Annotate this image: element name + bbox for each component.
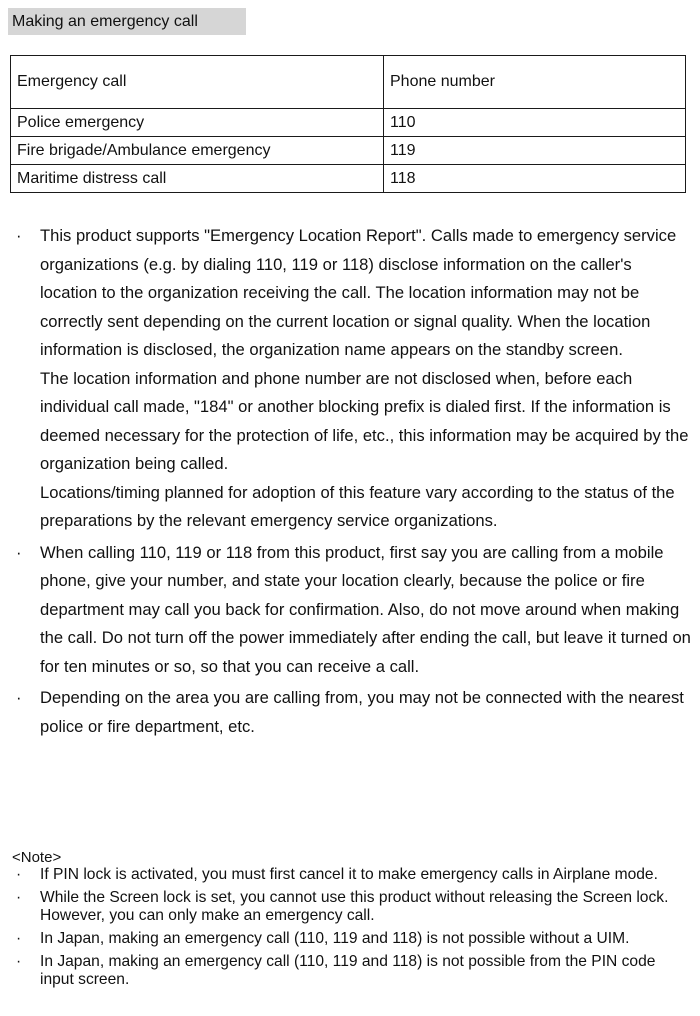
- emergency-call-name: Maritime distress call: [11, 165, 384, 193]
- bullet-dot-icon: ·: [16, 226, 22, 245]
- list-item: [8, 930, 692, 948]
- note-text: While the Screen lock is set, you cannot use this product without releasing the Screen lock. However, you can only make an emergency call.: [40, 889, 669, 924]
- bullet-paragraph: This product supports "Emergency Location Report". Calls made to emergency service organizations (e.g. by dialing 110, 119 or 118) disclose information on the caller's location to the organization receiving the call. The location information may not be correctly sent depending on the current location or signal quality. When the location information is disclosed, the organization name appears on the standby screen.: [40, 226, 677, 359]
- section-title: Making an emergency call: [8, 8, 246, 35]
- bullet-dot-icon: ·: [16, 866, 22, 883]
- list-item: [8, 539, 692, 682]
- list-item: [8, 222, 692, 536]
- note-list: [8, 866, 692, 994]
- bullet-paragraph: When calling 110, 119 or 118 from this product, first say you are calling from a mobile phone, give your number, and state your location clearly, because the police or fire department may call you back for confirmation. Also, do not move around when making the call. Do not turn off the power immediately after ending the call, but leave it turned on for ten minutes or so, so that you can receive a call.: [40, 542, 691, 676]
- emergency-number-table: [10, 55, 686, 193]
- note-text: If PIN lock is activated, you must first cancel it to make emergency calls in Airplane mode.: [40, 866, 658, 883]
- note-label: <Note>: [12, 849, 62, 866]
- bullet-dot-icon: ·: [16, 889, 22, 906]
- emergency-call-number: 118: [384, 165, 686, 193]
- emergency-call-number: 110: [384, 109, 686, 137]
- column-header-phone-number: Phone number: [384, 56, 686, 109]
- list-item: [8, 953, 692, 989]
- list-item: [8, 684, 692, 741]
- note-text: In Japan, making an emergency call (110, 119 and 118) is not possible from the PIN code input screen.: [40, 953, 656, 988]
- emergency-call-number: 119: [384, 137, 686, 165]
- emergency-call-name: Fire brigade/Ambulance emergency: [11, 137, 384, 165]
- note-text: In Japan, making an emergency call (110, 119 and 118) is not possible without a UIM.: [40, 930, 630, 947]
- info-bullet-list: [8, 222, 692, 744]
- list-item: [8, 866, 692, 884]
- table-row: [11, 109, 686, 137]
- list-item: [8, 889, 692, 925]
- bullet-dot-icon: ·: [16, 688, 22, 707]
- table-header-row: [11, 56, 686, 109]
- table-row: [11, 165, 686, 193]
- bullet-dot-icon: ·: [16, 930, 22, 947]
- column-header-emergency-call: Emergency call: [11, 56, 384, 109]
- bullet-paragraph: The location information and phone number are not disclosed when, before each individual call made, "184" or another blocking prefix is dialed first. If the information is deemed necessary for the protection of life, etc., this information may be acquired by the organization being called.: [40, 368, 689, 473]
- bullet-paragraph: Locations/timing planned for adoption of this feature vary according to the status of the preparations by the relevant emergency service organizations.: [40, 482, 675, 530]
- table-row: [11, 137, 686, 165]
- emergency-call-name: Police emergency: [11, 109, 384, 137]
- bullet-dot-icon: ·: [16, 953, 22, 970]
- bullet-paragraph: Depending on the area you are calling from, you may not be connected with the nearest police or fire department, etc.: [40, 688, 684, 736]
- bullet-dot-icon: ·: [16, 542, 22, 562]
